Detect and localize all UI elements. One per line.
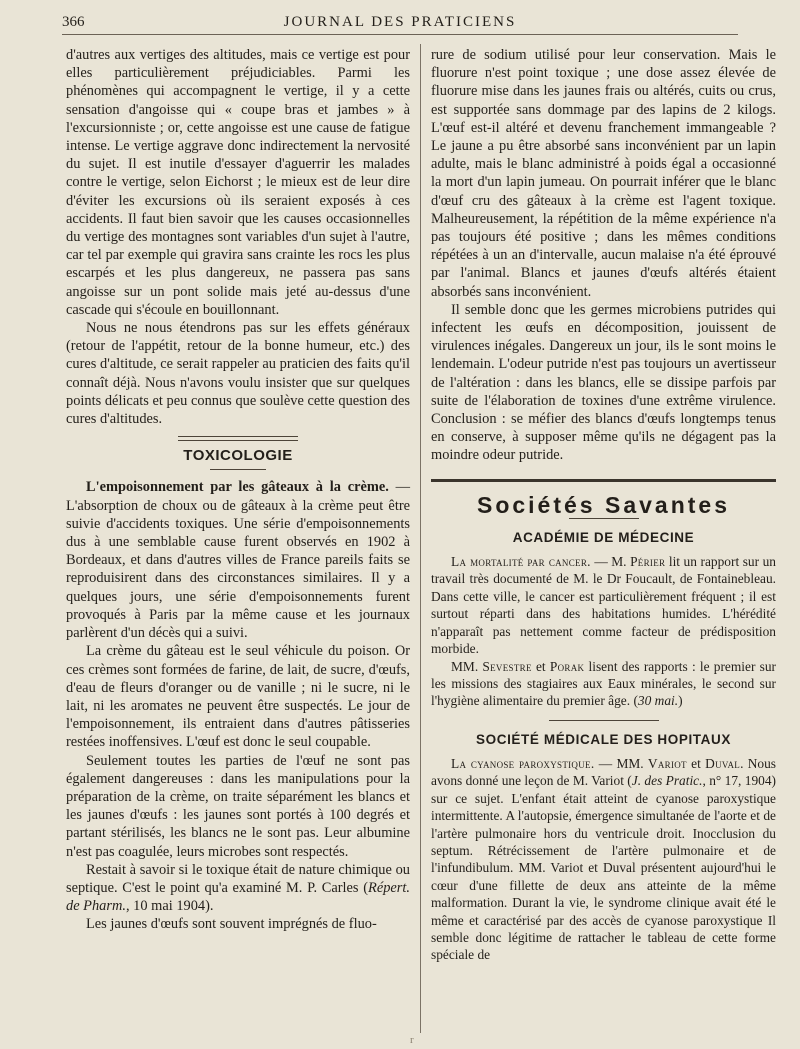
page-header	[62, 12, 738, 35]
text-run: lisent des rapports : le premier sur les missions des stagiaires aux Eaux minérales, le second sur l'hygiène alimentaire du premier âge. (	[431, 658, 776, 709]
paragraph: Seulement toutes les parties de l'œuf ne sont pas également dangereuses : dans les manipulations pour la préparation de la crème, on traite séparément les blancs et les jaunes d'œufs : les jaunes sont portés à 100 degrés et partant stérilisés, les blancs ne le sont pas. Leur albumine n'est pas coagulée, leurs microbes sont respectés.	[66, 752, 410, 860]
paragraph: Il semble donc que les germes microbiens putrides qui infectent les œufs en décomposition, jouissent de virulences inégales. Dangereux un jour, ils le sont moins le lendemain. L'odeur putride n'est pas toujours un avertisseur de l'altération : dans les blancs, elle se dissipe parfois par suite de l'élaboration de toxines d'une extrême virulence. Conclusion : se méfier des blancs d'œufs longtemps tenus en conserve, à supposer même qu'ils ne dégagent pas la moindre odeur putride.	[431, 301, 776, 464]
article-lead: L'empoisonnement par les gâteaux à la crème.	[86, 479, 389, 496]
journal-reference: J. des Pratic.	[631, 773, 703, 789]
page-number: 366	[62, 14, 85, 30]
text-run: , n° 17, 1904) sur ce sujet. L'enfant était atteint de cyanose paroxystique intermittente. A l'autopsie, émergence simultanée de l'aorte et de l'artère pulmonaire hors du ventricule droit. Inocclusion du septum. Rétrécissement de l'artère pulmonaire et de l'infundibulum. MM. Variot et Duval présentent aujourd'hui le cœur d'une fillette de deux ans atteinte de la même malformation. Durant la vie, le syndrome clinique avait été le même et caractérisé par des accès de cyanose paroxystique Il semble donc légitime de rattacher le tableau de cette forme spéciale de	[431, 773, 776, 963]
journal-reference: Répert. de Pharm.	[66, 879, 410, 915]
running-title: JOURNAL DES PRATICIENS	[283, 14, 517, 30]
paragraph: Nous ne nous étendrons pas sur les effets généraux (retour de l'appétit, retour de la bonne humeur, etc.) des cures d'altitude, ce serait rappeler au praticien des faits qu'il connaît déjà. Nous n'avons voulu insister que sur quelques points délicats et peu connus que soulève cette question des cures d'altitudes.	[66, 320, 410, 428]
paragraph: Les jaunes d'œufs sont souvent imprégnés de fluo-	[86, 916, 377, 933]
report-paragraph	[431, 658, 776, 710]
text-run: — M.	[590, 554, 631, 570]
paragraph: rure de sodium utilisé pour leur conservation. Mais le fluorure n'est point toxique ; une dose assez élevée de fluorure mise dans les jaunes frais ou altérés, cuits ou crus, est supportée sans dommage par des lapins de 2 kilogs. L'œuf est-il altéré et devenu franchement immangeable ? Le jaune a pu être absorbé sans inconvénient par un lapin adulte, mais le blanc administré à poids égal a occasionné la mort d'un lapin jumeau. On pourrait inférer que le blanc d'œuf cru des gâteaux à la crème est l'agent toxique. Malheureusement, la répétition de la même expérience n'a pas toujours été positive ; dans les mêmes conditions répétées à un an d'intervalle, aucun malaise n'a été éprouvé par l'animal. Blancs et jaunes d'œufs altérés étaient absorbés sans inconvénient.	[431, 47, 776, 300]
paragraph: La crème du gâteau est le seul véhicule du poison. Or ces crèmes sont formées de farine, de lait, de sucre, d'œufs, d'eau de fleurs d'oranger ou de vanille ; ni le sucre, ni le lait, ni les aromates ne peuvent être suspectés. Le jour de l'empoisonnement, ils entraient dans d'autres pâtisseries restées inoffensives. L'œuf est donc le seul coupable.	[66, 643, 410, 751]
report-lead: La cyanose paroxystique.	[451, 755, 595, 771]
hopitaux-title: SOCIÉTÉ MÉDICALE DES HOPITAUX	[476, 731, 731, 747]
paragraph: d'autres aux vertiges des altitudes, mais ce vertige est pour elles particulièrement préjudiciables. Parmi les phénomènes qui accompagnent le vertige, il y a cette sensation d'angoisse qui « coupe bras et jambes » à l'excursionniste ; or, cette angoisse est une cause de fatigue intense. Le vertige aggrave donc indirectement la nervosité du sujet. Il est inutile d'essayer d'aguerrir les malades contre le vertige, selon Eichorst ; le mieux est de leur dire d'éviter les excursions où ils seraient exposés à ces accidents. Il faut bien savoir que les causes occasionnelles du vertige des montagnes sont variables d'un sujet à l'autre, car tel par exemple qui gravira sans crainte les rocs les plus escarpés et les plus dangereux, ne passera pas sans angoisse sur un pont solide mais jeté au-dessus d'une cascade qui s'écoule en bouillonnant.	[66, 47, 410, 318]
text-run: MM.	[451, 658, 483, 674]
academie-title: ACADÉMIE DE MÉDECINE	[512, 529, 695, 545]
title-underline	[569, 518, 639, 519]
article-text: — L'absorption de choux ou de gâteaux à la crème peut être suivie d'accidents toxiques. Une série d'empoisonnements dus à une semblable cause furent observés en 1902 à Bordeaux, et dans d'autres villes de France pareils faits se reproduisirent dans des circonstances similaires. Il y a quelques jours, une série d'empoisonnements furent provoqués à Paris par la même cause et les journaux parlèrent d'un décès qui a suivi.	[66, 479, 410, 642]
section-rule	[431, 479, 776, 482]
text-run: )	[678, 693, 683, 709]
text-run: . Nous avons donné une leçon de M. Variot (	[431, 755, 777, 789]
paragraph	[66, 861, 410, 916]
title-underline	[210, 469, 266, 470]
author-name: Variot	[647, 755, 687, 771]
text-run: — MM.	[594, 755, 648, 771]
left-column	[66, 46, 410, 934]
right-column	[431, 46, 776, 964]
report-lead: La mortalité par cancer.	[451, 554, 591, 570]
societes-savantes-title: Sociétés Savantes	[476, 491, 730, 518]
text-run: lit un rapport sur un travail très documenté de M. le Dr Foucault, de Fontainebleau. Dans cette ville, le cancer est particulièrement fréquent ; il est surtout réparti dans des habitations humides. L'hérédité n'apparaît pas nettement comme facteur de prédisposition morbide.	[431, 554, 776, 657]
text-run: et	[531, 658, 550, 674]
section-divider	[549, 720, 659, 721]
text-run: Restait à savoir si le toxique était de nature chimique ou septique. C'est le point qu'a examiné M. P. Carles (	[66, 861, 410, 896]
section-title-toxicologie: TOXICOLOGIE	[183, 447, 293, 465]
session-date: 30 mai.	[637, 693, 679, 709]
text-run: et	[686, 755, 706, 771]
author-name: Porak	[549, 658, 585, 674]
report-paragraph	[431, 755, 776, 964]
text-run: , 10 mai 1904).	[125, 898, 214, 915]
article-paragraph	[66, 478, 410, 642]
column-divider	[420, 44, 421, 1033]
author-name: Duval	[705, 755, 741, 771]
report-paragraph	[431, 553, 776, 657]
author-name: Sevestre	[482, 658, 532, 674]
section-divider	[178, 436, 298, 441]
print-mark: r	[410, 1034, 414, 1046]
author-name: Périer	[630, 554, 666, 570]
